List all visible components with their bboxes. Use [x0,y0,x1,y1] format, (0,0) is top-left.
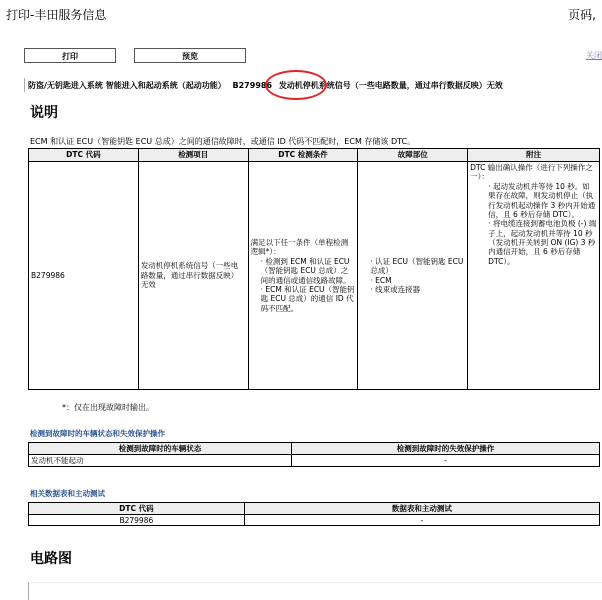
failsafe-table [28,442,600,467]
page-header [6,6,602,26]
dtc-table [28,148,600,390]
table-cell: B279986 [29,515,245,526]
highlight-circle [265,70,327,100]
breadcrumb-desc: 发动机停机系统信号（一些电路数量，通过串行数据反映）无效 [278,81,503,90]
col-dtc-code: DTC 代码 [29,149,139,162]
cond-intro: 满足以下任一条件（单程检测逻辑*）： [250,238,349,257]
col-failsafe-op: 检测到故障时的失效保护操作 [291,443,599,455]
breadcrumb-path: 防盗/无钥匙进入系统 智能进入和起动系统（起动功能） [28,81,226,90]
detect-item-cell: 发动机停机系统信号（一些电路数量，通过串行数据反映）无效 [138,162,248,390]
list-item: · 检测到 ECM 和认证 ECU（智能钥匙 ECU 总成）之间的通信或通信线路故障。 [261,257,356,285]
breadcrumb-bar [24,78,25,92]
table-cell: 发动机不能起动 [29,455,292,467]
table-row [29,515,600,526]
toolbar [24,48,602,64]
col-detect-item: 检测项目 [138,149,248,162]
col-fault-area: 故障部位 [358,149,468,162]
list-item: · ECM [370,276,465,285]
list-item: · 将电缆连接到蓄电池负极 (-) 端子上，起动发动机并等待 10 秒（发动机开关转到 ON (IG) 3 秒内通信开始，且 6 秒后存储 DTC）。 [488,219,597,266]
dtc-code-highlight: B279986 [232,81,273,90]
note-intro: DTC 输出确认操作（进行下列操作之一）： [470,163,593,182]
note-list [470,182,597,266]
table-row [29,455,600,467]
page-number-label: 页码, [568,8,596,22]
list-item: · ECM 和认证 ECU（智能钥匙 ECU 总成）的通信 ID 代码不匹配。 [261,285,356,313]
note-cell [468,162,600,390]
circuit-diagram-area [28,582,602,600]
cond-list [251,257,356,313]
fault-area-cell [358,162,468,390]
description-text: ECM 和认证 ECU（智能钥匙 ECU 总成）之间的通信故障时，或通信 ID 代码不匹配时，ECM 存储该 DTC。 [30,137,416,146]
col-data-active-test: 数据表和主动测试 [244,503,599,515]
close-link[interactable]: 关闭 [586,51,602,60]
table-cell: - [244,515,599,526]
list-item: · 起动发动机并等待 10 秒。如果存在故障，则发动机停止（执行发动机起动操作 3 秒内开始通信，且 6 秒后存储 DTC）。 [488,182,597,220]
col-vehicle-state: 检测到故障时的车辆状态 [29,443,292,455]
col-dtc-code: DTC 代码 [29,503,245,515]
datalist-title-link[interactable]: 相关数据表和主动测试 [30,489,105,498]
dtc-code-cell: B279986 [29,162,139,390]
col-detect-cond: DTC 检测条件 [248,149,358,162]
list-item: · 认证 ECU（智能钥匙 ECU 总成） [370,257,465,276]
detect-cond-cell [248,162,358,390]
col-note: 附注 [468,149,600,162]
parts-list [360,257,465,295]
list-item: · 线束或连接器 [370,285,465,294]
failsafe-title-link[interactable]: 检测到故障时的车辆状态和失效保护操作 [30,429,165,438]
footnote: *：仅在出现故障时输出。 [62,403,154,412]
preview-button[interactable]: 预览 [134,48,246,63]
table-row [29,162,600,390]
table-cell: - [291,455,599,467]
section-title-description: 说明 [30,105,58,121]
print-button[interactable]: 打印 [24,48,116,63]
section-title-circuit: 电路图 [30,551,72,567]
page-title: 打印-丰田服务信息 [6,8,107,22]
datalist-table [28,502,600,526]
